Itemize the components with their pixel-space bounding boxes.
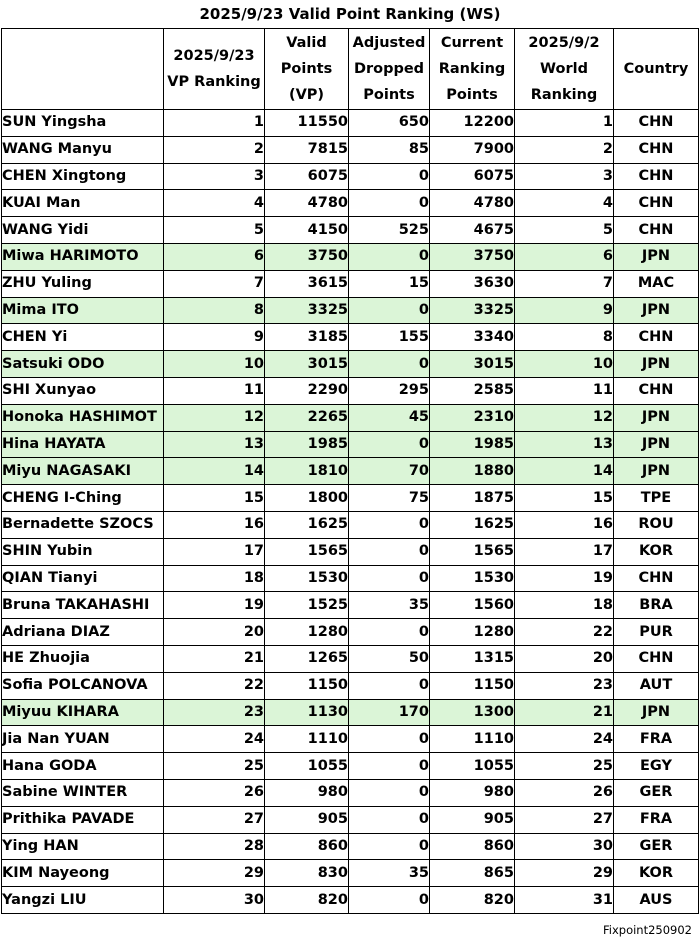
valid-points-cell: 3615 bbox=[265, 270, 349, 297]
adjusted-points-cell: 155 bbox=[349, 324, 430, 351]
current-points-cell: 1530 bbox=[430, 565, 515, 592]
adjusted-points-cell: 75 bbox=[349, 485, 430, 512]
header-line: World bbox=[540, 61, 588, 77]
valid-points-cell: 7815 bbox=[265, 136, 349, 163]
vp-rank-cell: 20 bbox=[164, 619, 265, 646]
world-ranking-cell: 6 bbox=[515, 243, 614, 270]
country-cell: AUS bbox=[614, 887, 699, 914]
header-valid-points bbox=[265, 29, 349, 110]
adjusted-points-cell: 70 bbox=[349, 458, 430, 485]
table-row bbox=[2, 645, 699, 672]
world-ranking-cell: 16 bbox=[515, 511, 614, 538]
world-ranking-cell: 27 bbox=[515, 806, 614, 833]
adjusted-points-cell: 170 bbox=[349, 699, 430, 726]
country-cell: CHN bbox=[614, 136, 699, 163]
player-name: WANG Yidi bbox=[2, 217, 164, 244]
country-cell: JPN bbox=[614, 243, 699, 270]
vp-rank-cell: 27 bbox=[164, 806, 265, 833]
player-name: CHENG I-Ching bbox=[2, 485, 164, 512]
current-points-cell: 4780 bbox=[430, 190, 515, 217]
vp-rank-cell: 23 bbox=[164, 699, 265, 726]
adjusted-points-cell: 0 bbox=[349, 672, 430, 699]
current-points-cell: 4675 bbox=[430, 217, 515, 244]
current-points-cell: 3340 bbox=[430, 324, 515, 351]
table-row bbox=[2, 887, 699, 914]
ranking-table bbox=[1, 28, 699, 914]
country-cell: KOR bbox=[614, 538, 699, 565]
header-line: Adjusted bbox=[352, 35, 426, 51]
world-ranking-cell: 14 bbox=[515, 458, 614, 485]
world-ranking-cell: 9 bbox=[515, 297, 614, 324]
valid-points-cell: 3185 bbox=[265, 324, 349, 351]
current-points-cell: 1055 bbox=[430, 753, 515, 780]
world-ranking-cell: 7 bbox=[515, 270, 614, 297]
table-row bbox=[2, 726, 699, 753]
player-name: KUAI Man bbox=[2, 190, 164, 217]
header-line: VP Ranking bbox=[167, 74, 261, 90]
header-line: Current bbox=[440, 35, 504, 51]
table-row bbox=[2, 699, 699, 726]
vp-rank-cell: 15 bbox=[164, 485, 265, 512]
player-name: Adriana DIAZ bbox=[2, 619, 164, 646]
adjusted-points-cell: 0 bbox=[349, 753, 430, 780]
vp-rank-cell: 18 bbox=[164, 565, 265, 592]
country-cell: BRA bbox=[614, 592, 699, 619]
country-cell: JPN bbox=[614, 351, 699, 378]
valid-points-cell: 1150 bbox=[265, 672, 349, 699]
country-cell: AUT bbox=[614, 672, 699, 699]
world-ranking-cell: 29 bbox=[515, 860, 614, 887]
header-name bbox=[2, 29, 164, 110]
table-row bbox=[2, 270, 699, 297]
current-points-cell: 6075 bbox=[430, 163, 515, 190]
player-name: Honoka HASHIMOT bbox=[2, 404, 164, 431]
vp-rank-cell: 4 bbox=[164, 190, 265, 217]
valid-points-cell: 1800 bbox=[265, 485, 349, 512]
current-points-cell: 7900 bbox=[430, 136, 515, 163]
header-line: 2025/9/2 bbox=[528, 35, 600, 51]
current-points-cell: 1875 bbox=[430, 485, 515, 512]
vp-rank-cell: 17 bbox=[164, 538, 265, 565]
adjusted-points-cell: 0 bbox=[349, 538, 430, 565]
valid-points-cell: 1055 bbox=[265, 753, 349, 780]
header-line: Ranking bbox=[438, 61, 506, 77]
country-cell: FRA bbox=[614, 806, 699, 833]
current-points-cell: 860 bbox=[430, 833, 515, 860]
player-name: Miwa HARIMOTO bbox=[2, 243, 164, 270]
table-row bbox=[2, 243, 699, 270]
world-ranking-cell: 3 bbox=[515, 163, 614, 190]
table-row bbox=[2, 538, 699, 565]
header-world-ranking bbox=[515, 29, 614, 110]
player-name: Hana GODA bbox=[2, 753, 164, 780]
header-adjusted-dropped bbox=[349, 29, 430, 110]
header-line: Points bbox=[363, 87, 415, 103]
header-line: Dropped bbox=[353, 61, 425, 77]
player-name: Bernadette SZOCS bbox=[2, 511, 164, 538]
adjusted-points-cell: 0 bbox=[349, 833, 430, 860]
adjusted-points-cell: 0 bbox=[349, 163, 430, 190]
world-ranking-cell: 15 bbox=[515, 485, 614, 512]
world-ranking-cell: 24 bbox=[515, 726, 614, 753]
adjusted-points-cell: 0 bbox=[349, 806, 430, 833]
valid-points-cell: 1130 bbox=[265, 699, 349, 726]
vp-rank-cell: 13 bbox=[164, 431, 265, 458]
header-line: Points bbox=[280, 61, 333, 77]
world-ranking-cell: 22 bbox=[515, 619, 614, 646]
valid-points-cell: 1280 bbox=[265, 619, 349, 646]
valid-points-cell: 11550 bbox=[265, 110, 349, 137]
vp-rank-cell: 24 bbox=[164, 726, 265, 753]
table-row bbox=[2, 511, 699, 538]
table-row bbox=[2, 136, 699, 163]
adjusted-points-cell: 0 bbox=[349, 887, 430, 914]
current-points-cell: 2310 bbox=[430, 404, 515, 431]
table-row bbox=[2, 779, 699, 806]
player-name: SHIN Yubin bbox=[2, 538, 164, 565]
current-points-cell: 1300 bbox=[430, 699, 515, 726]
vp-rank-cell: 5 bbox=[164, 217, 265, 244]
country-cell: ROU bbox=[614, 511, 699, 538]
adjusted-points-cell: 85 bbox=[349, 136, 430, 163]
vp-rank-cell: 19 bbox=[164, 592, 265, 619]
table-row bbox=[2, 404, 699, 431]
adjusted-points-cell: 0 bbox=[349, 297, 430, 324]
player-name: Prithika PAVADE bbox=[2, 806, 164, 833]
current-points-cell: 820 bbox=[430, 887, 515, 914]
player-name: KIM Nayeong bbox=[2, 860, 164, 887]
valid-points-cell: 1525 bbox=[265, 592, 349, 619]
adjusted-points-cell: 0 bbox=[349, 619, 430, 646]
world-ranking-cell: 13 bbox=[515, 431, 614, 458]
player-name: Hina HAYATA bbox=[2, 431, 164, 458]
header-current-ranking-points bbox=[430, 29, 515, 110]
country-cell: GER bbox=[614, 779, 699, 806]
vp-rank-cell: 12 bbox=[164, 404, 265, 431]
header-line: Valid bbox=[286, 35, 327, 51]
country-cell: PUR bbox=[614, 619, 699, 646]
valid-points-cell: 860 bbox=[265, 833, 349, 860]
world-ranking-cell: 8 bbox=[515, 324, 614, 351]
adjusted-points-cell: 0 bbox=[349, 565, 430, 592]
vp-rank-cell: 28 bbox=[164, 833, 265, 860]
vp-rank-cell: 25 bbox=[164, 753, 265, 780]
table-row bbox=[2, 431, 699, 458]
world-ranking-cell: 1 bbox=[515, 110, 614, 137]
table-row bbox=[2, 324, 699, 351]
current-points-cell: 1880 bbox=[430, 458, 515, 485]
world-ranking-cell: 10 bbox=[515, 351, 614, 378]
current-points-cell: 1315 bbox=[430, 645, 515, 672]
header-line: (VP) bbox=[288, 87, 325, 103]
valid-points-cell: 1625 bbox=[265, 511, 349, 538]
valid-points-cell: 830 bbox=[265, 860, 349, 887]
player-name: Miyuu KIHARA bbox=[2, 699, 164, 726]
country-cell: FRA bbox=[614, 726, 699, 753]
valid-points-cell: 905 bbox=[265, 806, 349, 833]
adjusted-points-cell: 525 bbox=[349, 217, 430, 244]
adjusted-points-cell: 15 bbox=[349, 270, 430, 297]
world-ranking-cell: 2 bbox=[515, 136, 614, 163]
world-ranking-cell: 23 bbox=[515, 672, 614, 699]
world-ranking-cell: 21 bbox=[515, 699, 614, 726]
table-row bbox=[2, 806, 699, 833]
country-cell: GER bbox=[614, 833, 699, 860]
valid-points-cell: 4780 bbox=[265, 190, 349, 217]
valid-points-cell: 1530 bbox=[265, 565, 349, 592]
table-header bbox=[2, 29, 699, 110]
country-cell: EGY bbox=[614, 753, 699, 780]
country-cell: JPN bbox=[614, 458, 699, 485]
table-row bbox=[2, 110, 699, 137]
vp-rank-cell: 16 bbox=[164, 511, 265, 538]
table-row bbox=[2, 377, 699, 404]
vp-rank-cell: 7 bbox=[164, 270, 265, 297]
vp-rank-cell: 11 bbox=[164, 377, 265, 404]
vp-rank-cell: 10 bbox=[164, 351, 265, 378]
valid-points-cell: 3015 bbox=[265, 351, 349, 378]
table-row bbox=[2, 860, 699, 887]
country-cell: CHN bbox=[614, 163, 699, 190]
header-row bbox=[2, 29, 699, 110]
player-name: Sabine WINTER bbox=[2, 779, 164, 806]
player-name: CHEN Yi bbox=[2, 324, 164, 351]
current-points-cell: 1150 bbox=[430, 672, 515, 699]
adjusted-points-cell: 0 bbox=[349, 511, 430, 538]
table-row bbox=[2, 565, 699, 592]
current-points-cell: 1625 bbox=[430, 511, 515, 538]
vp-rank-cell: 3 bbox=[164, 163, 265, 190]
country-cell: CHN bbox=[614, 110, 699, 137]
player-name: WANG Manyu bbox=[2, 136, 164, 163]
table-row bbox=[2, 351, 699, 378]
valid-points-cell: 1265 bbox=[265, 645, 349, 672]
current-points-cell: 980 bbox=[430, 779, 515, 806]
adjusted-points-cell: 0 bbox=[349, 779, 430, 806]
valid-points-cell: 1565 bbox=[265, 538, 349, 565]
current-points-cell: 3015 bbox=[430, 351, 515, 378]
world-ranking-cell: 30 bbox=[515, 833, 614, 860]
player-name: SUN Yingsha bbox=[2, 110, 164, 137]
player-name: Bruna TAKAHASHI bbox=[2, 592, 164, 619]
adjusted-points-cell: 45 bbox=[349, 404, 430, 431]
current-points-cell: 905 bbox=[430, 806, 515, 833]
valid-points-cell: 3750 bbox=[265, 243, 349, 270]
country-cell: CHN bbox=[614, 565, 699, 592]
player-name: CHEN Xingtong bbox=[2, 163, 164, 190]
adjusted-points-cell: 0 bbox=[349, 351, 430, 378]
player-name: Yangzi LIU bbox=[2, 887, 164, 914]
current-points-cell: 1110 bbox=[430, 726, 515, 753]
country-cell: JPN bbox=[614, 699, 699, 726]
current-points-cell: 12200 bbox=[430, 110, 515, 137]
footer-note: Fixpoint250902 bbox=[602, 923, 692, 937]
country-cell: TPE bbox=[614, 485, 699, 512]
player-name: Satsuki ODO bbox=[2, 351, 164, 378]
adjusted-points-cell: 50 bbox=[349, 645, 430, 672]
header-vp-ranking bbox=[164, 29, 265, 110]
vp-rank-cell: 1 bbox=[164, 110, 265, 137]
table-row bbox=[2, 485, 699, 512]
valid-points-cell: 820 bbox=[265, 887, 349, 914]
country-cell: JPN bbox=[614, 297, 699, 324]
table-row bbox=[2, 163, 699, 190]
world-ranking-cell: 11 bbox=[515, 377, 614, 404]
vp-rank-cell: 29 bbox=[164, 860, 265, 887]
valid-points-cell: 2290 bbox=[265, 377, 349, 404]
vp-rank-cell: 14 bbox=[164, 458, 265, 485]
current-points-cell: 1280 bbox=[430, 619, 515, 646]
country-cell: JPN bbox=[614, 404, 699, 431]
table-row bbox=[2, 672, 699, 699]
vp-rank-cell: 9 bbox=[164, 324, 265, 351]
country-cell: KOR bbox=[614, 860, 699, 887]
country-cell: CHN bbox=[614, 190, 699, 217]
table-row bbox=[2, 592, 699, 619]
player-name: SHI Xunyao bbox=[2, 377, 164, 404]
player-name: ZHU Yuling bbox=[2, 270, 164, 297]
table-row bbox=[2, 833, 699, 860]
header-country bbox=[614, 29, 699, 110]
valid-points-cell: 1985 bbox=[265, 431, 349, 458]
valid-points-cell: 4150 bbox=[265, 217, 349, 244]
country-cell: CHN bbox=[614, 217, 699, 244]
adjusted-points-cell: 35 bbox=[349, 592, 430, 619]
player-name: Sofia POLCANOVA bbox=[2, 672, 164, 699]
country-cell: MAC bbox=[614, 270, 699, 297]
current-points-cell: 1565 bbox=[430, 538, 515, 565]
vp-rank-cell: 6 bbox=[164, 243, 265, 270]
adjusted-points-cell: 0 bbox=[349, 431, 430, 458]
valid-points-cell: 3325 bbox=[265, 297, 349, 324]
table-row bbox=[2, 753, 699, 780]
world-ranking-cell: 20 bbox=[515, 645, 614, 672]
world-ranking-cell: 18 bbox=[515, 592, 614, 619]
current-points-cell: 3325 bbox=[430, 297, 515, 324]
world-ranking-cell: 17 bbox=[515, 538, 614, 565]
header-line: Country bbox=[623, 61, 689, 77]
table-row bbox=[2, 297, 699, 324]
country-cell: CHN bbox=[614, 324, 699, 351]
vp-rank-cell: 8 bbox=[164, 297, 265, 324]
vp-rank-cell: 30 bbox=[164, 887, 265, 914]
table-body bbox=[2, 110, 699, 914]
adjusted-points-cell: 650 bbox=[349, 110, 430, 137]
player-name: QIAN Tianyi bbox=[2, 565, 164, 592]
country-cell: CHN bbox=[614, 645, 699, 672]
world-ranking-cell: 12 bbox=[515, 404, 614, 431]
table-row bbox=[2, 190, 699, 217]
table-row bbox=[2, 458, 699, 485]
world-ranking-cell: 19 bbox=[515, 565, 614, 592]
adjusted-points-cell: 0 bbox=[349, 190, 430, 217]
valid-points-cell: 2265 bbox=[265, 404, 349, 431]
player-name: Jia Nan YUAN bbox=[2, 726, 164, 753]
header-line: 2025/9/23 bbox=[173, 48, 255, 64]
world-ranking-cell: 4 bbox=[515, 190, 614, 217]
current-points-cell: 1560 bbox=[430, 592, 515, 619]
adjusted-points-cell: 0 bbox=[349, 726, 430, 753]
world-ranking-cell: 5 bbox=[515, 217, 614, 244]
world-ranking-cell: 26 bbox=[515, 779, 614, 806]
vp-rank-cell: 2 bbox=[164, 136, 265, 163]
adjusted-points-cell: 35 bbox=[349, 860, 430, 887]
adjusted-points-cell: 295 bbox=[349, 377, 430, 404]
vp-rank-cell: 26 bbox=[164, 779, 265, 806]
current-points-cell: 1985 bbox=[430, 431, 515, 458]
player-name: Mima ITO bbox=[2, 297, 164, 324]
world-ranking-cell: 31 bbox=[515, 887, 614, 914]
valid-points-cell: 6075 bbox=[265, 163, 349, 190]
current-points-cell: 2585 bbox=[430, 377, 515, 404]
world-ranking-cell: 25 bbox=[515, 753, 614, 780]
valid-points-cell: 980 bbox=[265, 779, 349, 806]
header-line: Points bbox=[446, 87, 498, 103]
adjusted-points-cell: 0 bbox=[349, 243, 430, 270]
current-points-cell: 3630 bbox=[430, 270, 515, 297]
player-name: Miyu NAGASAKI bbox=[2, 458, 164, 485]
country-cell: JPN bbox=[614, 431, 699, 458]
valid-points-cell: 1810 bbox=[265, 458, 349, 485]
vp-rank-cell: 21 bbox=[164, 645, 265, 672]
player-name: Ying HAN bbox=[2, 833, 164, 860]
table-row bbox=[2, 217, 699, 244]
player-name: HE Zhuojia bbox=[2, 645, 164, 672]
vp-rank-cell: 22 bbox=[164, 672, 265, 699]
page-title: 2025/9/23 Valid Point Ranking (WS) bbox=[199, 5, 501, 23]
current-points-cell: 865 bbox=[430, 860, 515, 887]
table-row bbox=[2, 619, 699, 646]
valid-points-cell: 1110 bbox=[265, 726, 349, 753]
current-points-cell: 3750 bbox=[430, 243, 515, 270]
country-cell: CHN bbox=[614, 377, 699, 404]
header-line: Ranking bbox=[530, 87, 598, 103]
